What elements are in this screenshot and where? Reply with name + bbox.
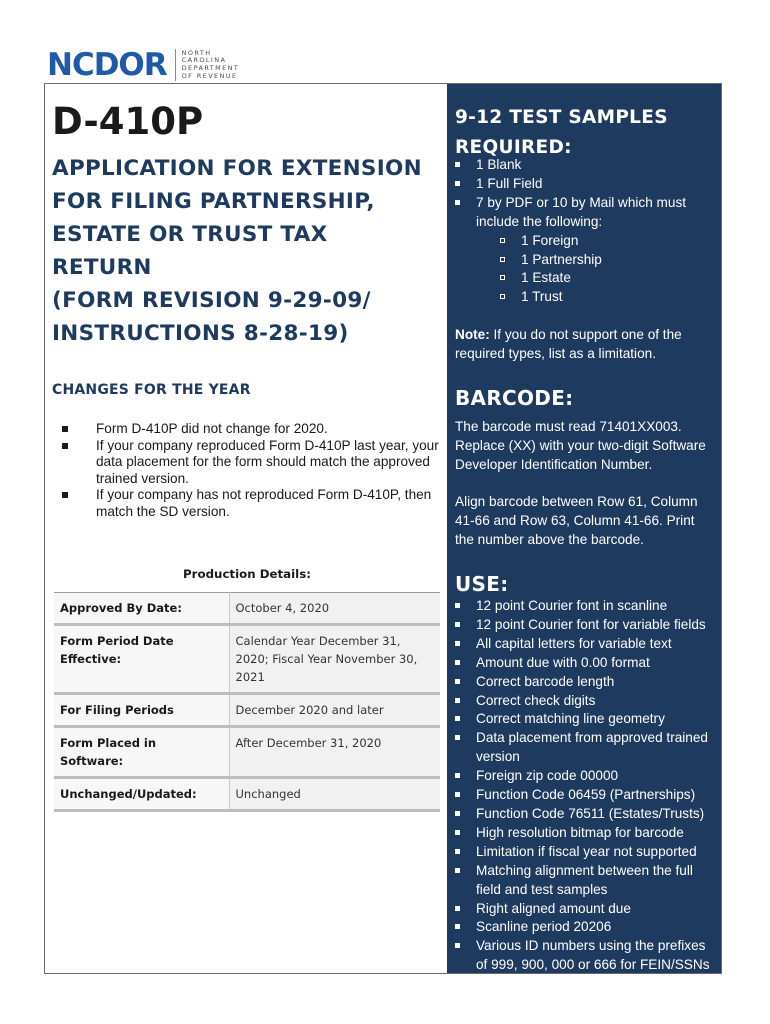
logo-wordmark: NCDOR xyxy=(47,46,167,83)
list-item xyxy=(500,288,717,307)
bullet-icon xyxy=(455,849,460,854)
bullet-icon xyxy=(455,830,460,835)
list-item xyxy=(455,805,717,824)
square-bullet-icon xyxy=(500,294,505,299)
row-value: October 4, 2020 xyxy=(229,593,440,625)
form-title xyxy=(52,152,442,350)
list-item xyxy=(62,438,444,488)
list-item xyxy=(455,692,717,711)
barcode-align-text: Align barcode between Row 61, Column 41-66 and Row 63, Column 41-66. Print the number above the barcode. xyxy=(455,494,698,547)
row-value: December 2020 and later xyxy=(229,694,440,727)
list-item xyxy=(455,900,717,919)
sub-item-text: 1 Foreign xyxy=(521,232,579,248)
use-item-text: Limitation if fiscal year not supported xyxy=(476,843,697,859)
list-item xyxy=(455,937,717,975)
list-item xyxy=(455,654,717,673)
logo-sub-line: DEPARTMENT xyxy=(181,64,240,72)
sub-item-text: 1 Trust xyxy=(521,289,563,305)
bullet-icon xyxy=(62,426,68,432)
use-heading: USE: xyxy=(455,572,509,596)
table-row xyxy=(54,593,440,625)
samples-list xyxy=(455,156,717,307)
bullet-icon xyxy=(455,716,460,721)
list-item xyxy=(455,824,717,843)
list-item xyxy=(455,729,717,767)
list-item xyxy=(455,862,717,900)
logo-sub-line: OF REVENUE xyxy=(181,71,238,80)
bullet-icon xyxy=(455,811,460,816)
title-line: INSTRUCTIONS 8-28-19) xyxy=(52,321,349,346)
use-item-text: Various ID numbers using the prefixes of 999, 900, 000 or 666 for FEIN/SSNs xyxy=(476,938,710,973)
ncdor-logo xyxy=(47,46,239,84)
list-item xyxy=(455,843,717,862)
use-item-text: Correct matching line geometry xyxy=(476,711,665,727)
row-label: Unchanged/Updated: xyxy=(54,778,229,811)
title-line: ESTATE OR TRUST TAX xyxy=(52,222,328,247)
list-item xyxy=(500,269,717,288)
list-item xyxy=(500,251,717,270)
list-item xyxy=(455,194,717,307)
sample-sub-list xyxy=(500,232,717,308)
use-item-text: All capital letters for variable text xyxy=(476,635,672,651)
title-line: (FORM REVISION 9-29-09/ xyxy=(52,288,371,313)
use-list xyxy=(455,597,717,975)
sub-item-text: 1 Partnership xyxy=(521,251,602,267)
title-line: FOR FILING PARTNERSHIP, xyxy=(52,189,375,214)
changes-list xyxy=(62,421,444,521)
sample-text: 1 Blank xyxy=(476,157,522,172)
note-text: If you do not support one of the required types, list as a limitation. xyxy=(455,327,682,361)
use-item-text: Function Code 06459 (Partnerships) xyxy=(476,787,696,803)
row-value: After December 31, 2020 xyxy=(229,727,440,778)
barcode-heading: BARCODE: xyxy=(455,386,574,410)
list-item xyxy=(62,421,444,438)
sample-text: 7 by PDF or 10 by Mail which must include the following: xyxy=(476,194,687,229)
change-text: Form D-410P did not change for 2020. xyxy=(96,421,328,436)
list-item xyxy=(455,616,717,635)
changes-heading: CHANGES FOR THE YEAR xyxy=(52,382,251,398)
barcode-read-text: The barcode must read 71401XX003. Replace (XX) with your two-digit Software Developer Identification Number. xyxy=(455,419,706,472)
bullet-icon xyxy=(455,200,460,205)
bullet-icon xyxy=(455,622,460,627)
row-value: Calendar Year December 31, 2020; Fiscal Year November 30, 2021 xyxy=(229,625,440,694)
logo-sub-line: CAROLINA xyxy=(181,56,227,65)
title-line: APPLICATION FOR EXTENSION xyxy=(52,156,422,181)
note-label: Note: xyxy=(455,327,490,342)
list-item xyxy=(455,767,717,786)
bullet-icon xyxy=(455,943,460,948)
use-item-text: Right aligned amount due xyxy=(476,900,631,916)
samples-note xyxy=(455,326,717,364)
bullet-icon xyxy=(455,792,460,797)
bullet-icon xyxy=(455,773,460,778)
change-text: If your company reproduced Form D-410P last year, your data placement for the form should match the approved trained version. xyxy=(96,437,439,486)
bullet-icon xyxy=(455,868,460,873)
list-item xyxy=(500,232,717,251)
bullet-icon xyxy=(455,660,460,665)
logo-sub-line: NORTH xyxy=(181,48,212,57)
square-bullet-icon xyxy=(500,257,505,262)
use-item-text: Correct check digits xyxy=(476,692,596,708)
use-item-text: Function Code 76511 (Estates/Trusts) xyxy=(476,805,705,821)
list-item xyxy=(455,710,717,729)
use-item-text: Correct barcode length xyxy=(476,673,615,689)
production-table xyxy=(54,592,440,812)
square-bullet-icon xyxy=(500,238,505,243)
table-row xyxy=(54,694,440,727)
production-heading: Production Details: xyxy=(183,567,311,581)
row-label: Form Period Date Effective: xyxy=(54,625,229,694)
list-item xyxy=(455,673,717,692)
list-item xyxy=(455,156,717,175)
list-item xyxy=(455,635,717,654)
table-row xyxy=(54,778,440,811)
change-text: If your company has not reproduced Form D-410P, then match the SD version. xyxy=(96,487,432,519)
row-label: For Filing Periods xyxy=(54,694,229,727)
sample-text: 1 Full Field xyxy=(476,175,543,191)
bullet-icon xyxy=(455,735,460,740)
row-label: Approved By Date: xyxy=(54,593,229,625)
square-bullet-icon xyxy=(500,275,505,280)
form-code: D-410P xyxy=(52,100,204,143)
sub-item-text: 1 Estate xyxy=(521,270,571,286)
list-item xyxy=(455,597,717,616)
samples-heading: 9-12 TEST SAMPLES REQUIRED: xyxy=(455,107,668,158)
row-value: Unchanged xyxy=(229,778,440,811)
list-item xyxy=(62,487,444,520)
bullet-icon xyxy=(455,698,460,703)
use-item-text: Matching alignment between the full field and test samples xyxy=(476,862,693,897)
list-item xyxy=(455,918,717,937)
bullet-icon xyxy=(455,603,460,608)
bullet-icon xyxy=(455,906,460,911)
use-item-text: High resolution bitmap for barcode xyxy=(476,824,684,840)
bullet-icon xyxy=(455,162,460,167)
bullet-icon xyxy=(455,641,460,646)
logo-subtitle xyxy=(182,50,240,80)
use-item-text: Foreign zip code 00000 xyxy=(476,768,619,784)
use-item-text: Data placement from approved trained version xyxy=(476,730,708,765)
bullet-icon xyxy=(62,492,68,498)
bullet-icon xyxy=(455,679,460,684)
bullet-icon xyxy=(455,181,460,186)
bullet-icon xyxy=(62,443,68,449)
table-row xyxy=(54,727,440,778)
list-item xyxy=(455,786,717,805)
title-line: RETURN xyxy=(52,255,152,280)
use-item-text: Amount due with 0.00 format xyxy=(476,654,650,670)
list-item xyxy=(455,175,717,194)
bullet-icon xyxy=(455,924,460,929)
use-item-text: 12 point Courier font for variable fields xyxy=(476,616,706,632)
logo-divider xyxy=(175,49,176,81)
use-item-text: 12 point Courier font in scanline xyxy=(476,598,668,613)
table-row xyxy=(54,625,440,694)
use-item-text: Scanline period 20206 xyxy=(476,919,612,935)
row-label: Form Placed in Software: xyxy=(54,727,229,778)
